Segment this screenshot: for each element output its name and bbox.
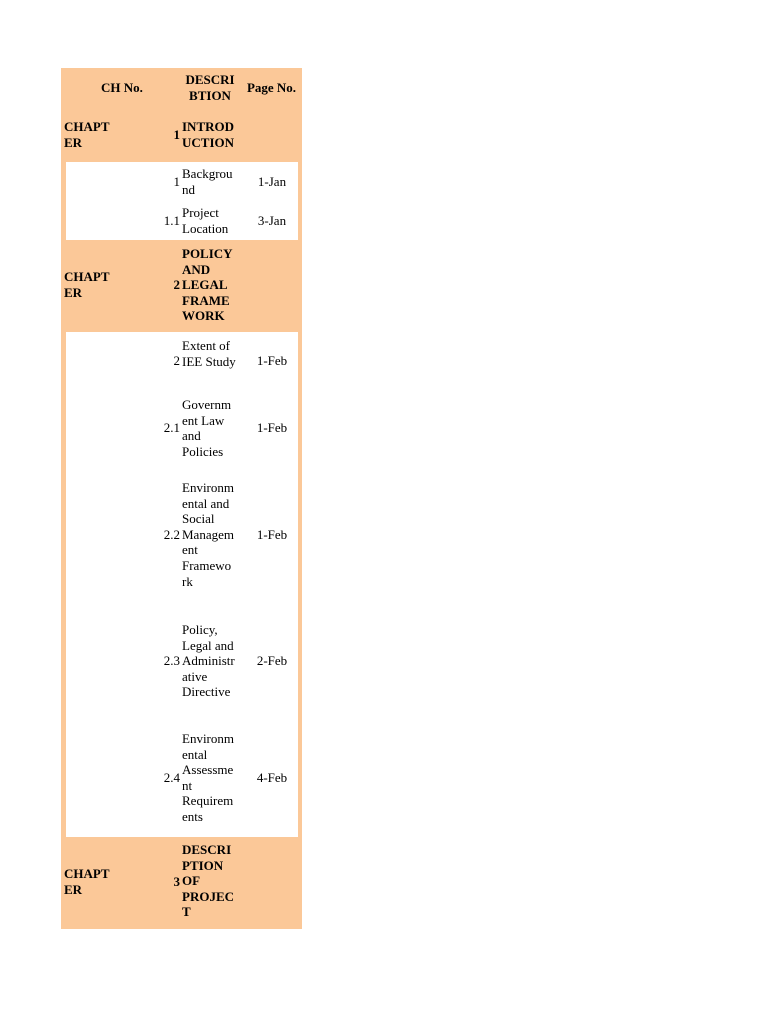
section-page: 1-Feb	[256, 420, 288, 435]
section-page: 3-Jan	[257, 213, 287, 228]
section-page: 1-Jan	[257, 174, 287, 189]
header-ch-no: CH No.	[101, 80, 143, 95]
header-description: DESCRI BTION	[185, 72, 235, 103]
section-title: Environm ental Assessme nt Requirem ents	[182, 731, 234, 824]
chapter-label: CHAPT ER	[64, 269, 110, 300]
section-page: 1-Feb	[256, 527, 288, 542]
section-number: 1	[173, 174, 180, 189]
section-number: 2.2	[163, 527, 180, 542]
section-title: Environm ental and Social Managem ent Framewo rk	[182, 480, 234, 589]
chapter-number: 1	[173, 127, 180, 142]
section-number: 2.1	[163, 420, 180, 435]
chapter-title: INTROD UCTION	[182, 119, 235, 150]
table-of-contents	[61, 68, 302, 929]
section-number: 2.4	[163, 770, 180, 785]
chapter-title: POLICY AND LEGAL FRAME WORK	[182, 246, 233, 324]
section-page: 4-Feb	[256, 770, 288, 785]
section-page: 1-Feb	[256, 353, 288, 368]
chapter-number: 3	[173, 874, 180, 889]
chapter-title: DESCRI PTION OF PROJEC T	[182, 842, 234, 920]
section-title: Backgrou nd	[182, 166, 233, 197]
section-title: Governm ent Law and Policies	[182, 397, 232, 459]
section-page: 2-Feb	[256, 653, 288, 668]
header-page-no: Page No.	[246, 80, 297, 95]
section-title: Project Location	[182, 205, 229, 236]
section-number: 2.3	[163, 653, 180, 668]
section-title: Extent of IEE Study	[182, 338, 236, 369]
chapter-label: CHAPT ER	[64, 119, 110, 150]
section-title: Policy, Legal and Administr ative Directive	[182, 622, 235, 700]
chapter-number: 2	[173, 277, 180, 292]
chapter-label: CHAPT ER	[64, 866, 110, 897]
section-number: 2	[173, 353, 180, 368]
section-number: 1.1	[163, 213, 180, 228]
